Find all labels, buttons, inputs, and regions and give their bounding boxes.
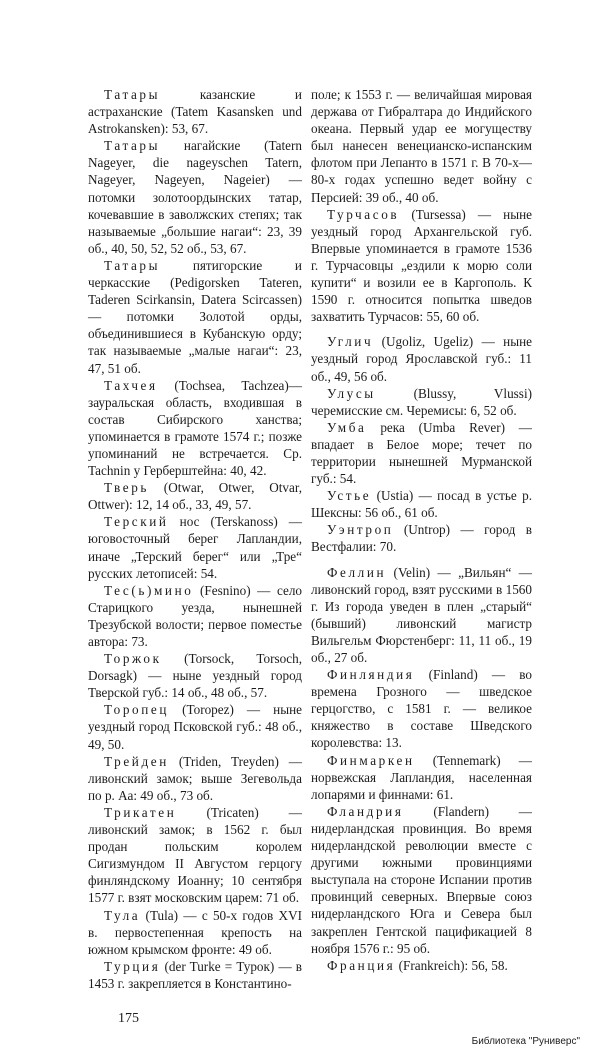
entry-headword: Тахчея [104,377,158,393]
entry-text: (der Turke = Турок) — в 1453 г. закрепляется в Константино- [88,958,302,991]
left-entries [88,86,302,992]
entry-headword: Устье [327,488,372,504]
index-entry [88,582,302,650]
entry-headword: Франция [327,957,396,973]
entry-text: (Untrop) — город в Вестфалии: 70. [311,522,532,555]
entry-headword: Фландрия [327,803,404,819]
entry-headword: Турция [104,958,161,974]
entry-text: (Ugoliz, Ugeliz) — ныне уездный город Ярославской губ.: 11 об., 49, 56 об. [311,334,532,384]
right-column [311,86,532,974]
entry-headword: Тверь [104,480,150,496]
index-entry [88,513,302,581]
entry-headword: Турчасов [327,206,400,222]
entry-text: (Frankreich): 56, 58. [395,957,508,973]
entry-text: (Tursessa) — ныне уездный город Архангельской губ. Впервые упоминается в грамоте 1536 г. Турчасовцы „ездили к морю соли купити“ и возили ее в Каргополь. К 1590 г. относится попытка шведов захватить Турчасов: 55, 60 об. [311,206,532,325]
index-entry [311,385,532,419]
entry-text: (Torsock, Torsoch, Dorsagk) — ныне уездный город Тверской губ.: 14 об., 48 об., 57. [88,651,302,701]
index-entry [88,753,302,804]
index-entry [88,804,302,907]
index-entry [311,521,532,555]
entry-headword: Терский [104,514,169,530]
index-entry [311,803,532,957]
index-entry [88,377,302,480]
entry-headword: Тула [104,907,141,923]
entry-headword: Трейден [104,753,169,769]
index-entry [88,650,302,701]
entry-headword: Углич [327,334,374,350]
index-entry [88,701,302,752]
entry-headword: Татары [104,257,161,273]
index-entry [311,564,532,667]
library-watermark: Библиотека "Руниверс" [471,1036,580,1047]
entry-headword: Трикатен [104,804,177,820]
entry-text: пятигорские и черкасские (Pedigorsken Tateren, Taderen Scirkansin, Datera Scircassen) — потомки Золотой орды, объединившиеся в Кубанскую орду; так называемые „малые нагаи“: 23, 47, 51 об. [88,257,302,376]
entry-text: (Velin) — „Вильян“ — ливонский город, взят русскими в 1560 г. Из города уведен в плен „старый“ (бывший) ливонский магистр Вильгельм Фюрстенберг: 11, 11 об., 19 об., 27 об. [311,564,532,665]
entry-text: (Tennemark) — норвежская Лапландия, населенная лопарями и финнами: 61. [311,752,532,802]
entry-text: (Ustia) — посад в устье р. Шексны: 56 об., 61 об. [311,488,532,521]
entry-text: (Triden, Treyden) — ливонский замок; выше Зегевольда по р. Аа: 49 об., 73 об. [88,753,302,803]
index-entry [88,257,302,377]
entry-headword: Улусы [327,385,376,401]
entry-text: (Toropez) — ныне уездный город Псковской губ.: 48 об., 49, 50. [88,702,302,752]
entry-text: казанские и астраханские (Tatem Kasansken und Astrokansken): 53, 67. [88,87,302,137]
entry-headword: Тес(ь)мино [104,582,194,598]
index-entry [311,419,532,487]
index-entry [88,86,302,137]
index-entry [311,86,532,206]
page-number: 175 [118,1010,139,1026]
index-entry [311,666,532,751]
entry-headword: Торжок [104,651,162,667]
entry-headword: Татары [104,87,161,102]
entry-text: (Tula) — с 50-х годов XVI в. первостепенная крепость на южном крымском фронте: 49 об. [88,907,302,957]
entry-text: (Otwar, Otwer, Otvar, Ottwer): 12, 14 об., 33, 49, 57. [88,480,302,513]
entry-headword: Финляндия [327,667,415,683]
index-entry [88,479,302,513]
index-entry [311,752,532,803]
entry-text: нагайские (Tatern Nageyer, die nageyschen Tatern, Nageyer, Nageyen, Nageier) — потомки золотоордынских татар, кочевавшие в заволжских степях; так называемые „большие нагаи“: 23, 39 об., 40, 50, 52, 52 об., 53, 67. [88,138,302,256]
index-entry [311,206,532,326]
entry-headword: Татары [104,138,161,154]
entry-text: поле; к 1553 г. — величайшая мировая держава от Гибралтара до Индийского океана. Первый удар ее могуществу был нанесен венецианско-испанским флотом при Лепанто в 1571 г. В 70-х—80-х годах успешно ведет войну с Персией: 39 об., 40 об. [311,87,532,205]
entry-headword: Торопец [104,702,170,718]
index-entry [311,957,532,974]
index-entry [88,907,302,958]
entry-text: (Fesnino) — село Старицкого уезда, нынешней Трезубской волости; первое поместье автора: 73. [88,582,302,649]
entry-text: река (Umba Rever) — впадает в Белое море; течет по территории нынешней Мурманской губ.: 54. [311,419,532,487]
entry-text: (Finland) — во времена Грозного — шведское герцогство, с 1581 г. — великое княжество в составе Шведского королевства: 13. [311,667,532,751]
entry-headword: Феллин [327,564,387,580]
entry-text: (Flandern) — нидерландская провинция. Во время нидерландской революции вместе с другими южными провинциями выступала на стороне Испании против провинций северных. Впервые союз нидерландского Юга и Севера был закреплен Гентской пацификацией 8 ноября 1576 г.: 95 об. [311,803,532,956]
entry-headword: Уэнтроп [327,522,394,538]
index-entry [311,487,532,521]
index-entry [88,137,302,257]
entry-text: (Tochsea, Tachzea)—зауральская область, входившая в состав Сибирского ханства; упоминается в грамоте 1574 г.; позже упоминаний не встречается. Ср. Tachnin у Герберштейна: 40, 42. [88,377,302,479]
index-entry [311,333,532,384]
left-column [88,86,302,1027]
entry-text: (Tricaten) — ливонский замок; в 1562 г. был продан польским королем Сигизмундом II Августом герцогу финляндскому Иоанну; 10 сентября 1577 г. взят московским царем: 71 об. [88,804,302,906]
entry-headword: Финмаркен [327,752,415,768]
entry-headword: Умба [327,419,367,435]
entry-text: (Blussy, Vlussi) черемисские см. Черемисы: 6, 52 об. [311,385,532,418]
index-entry [88,958,302,992]
entry-text: нос (Terskanoss) — юговосточный берег Лапландии, иначе „Терский берег“ или „Тре“ русских летописей: 54. [88,514,302,581]
